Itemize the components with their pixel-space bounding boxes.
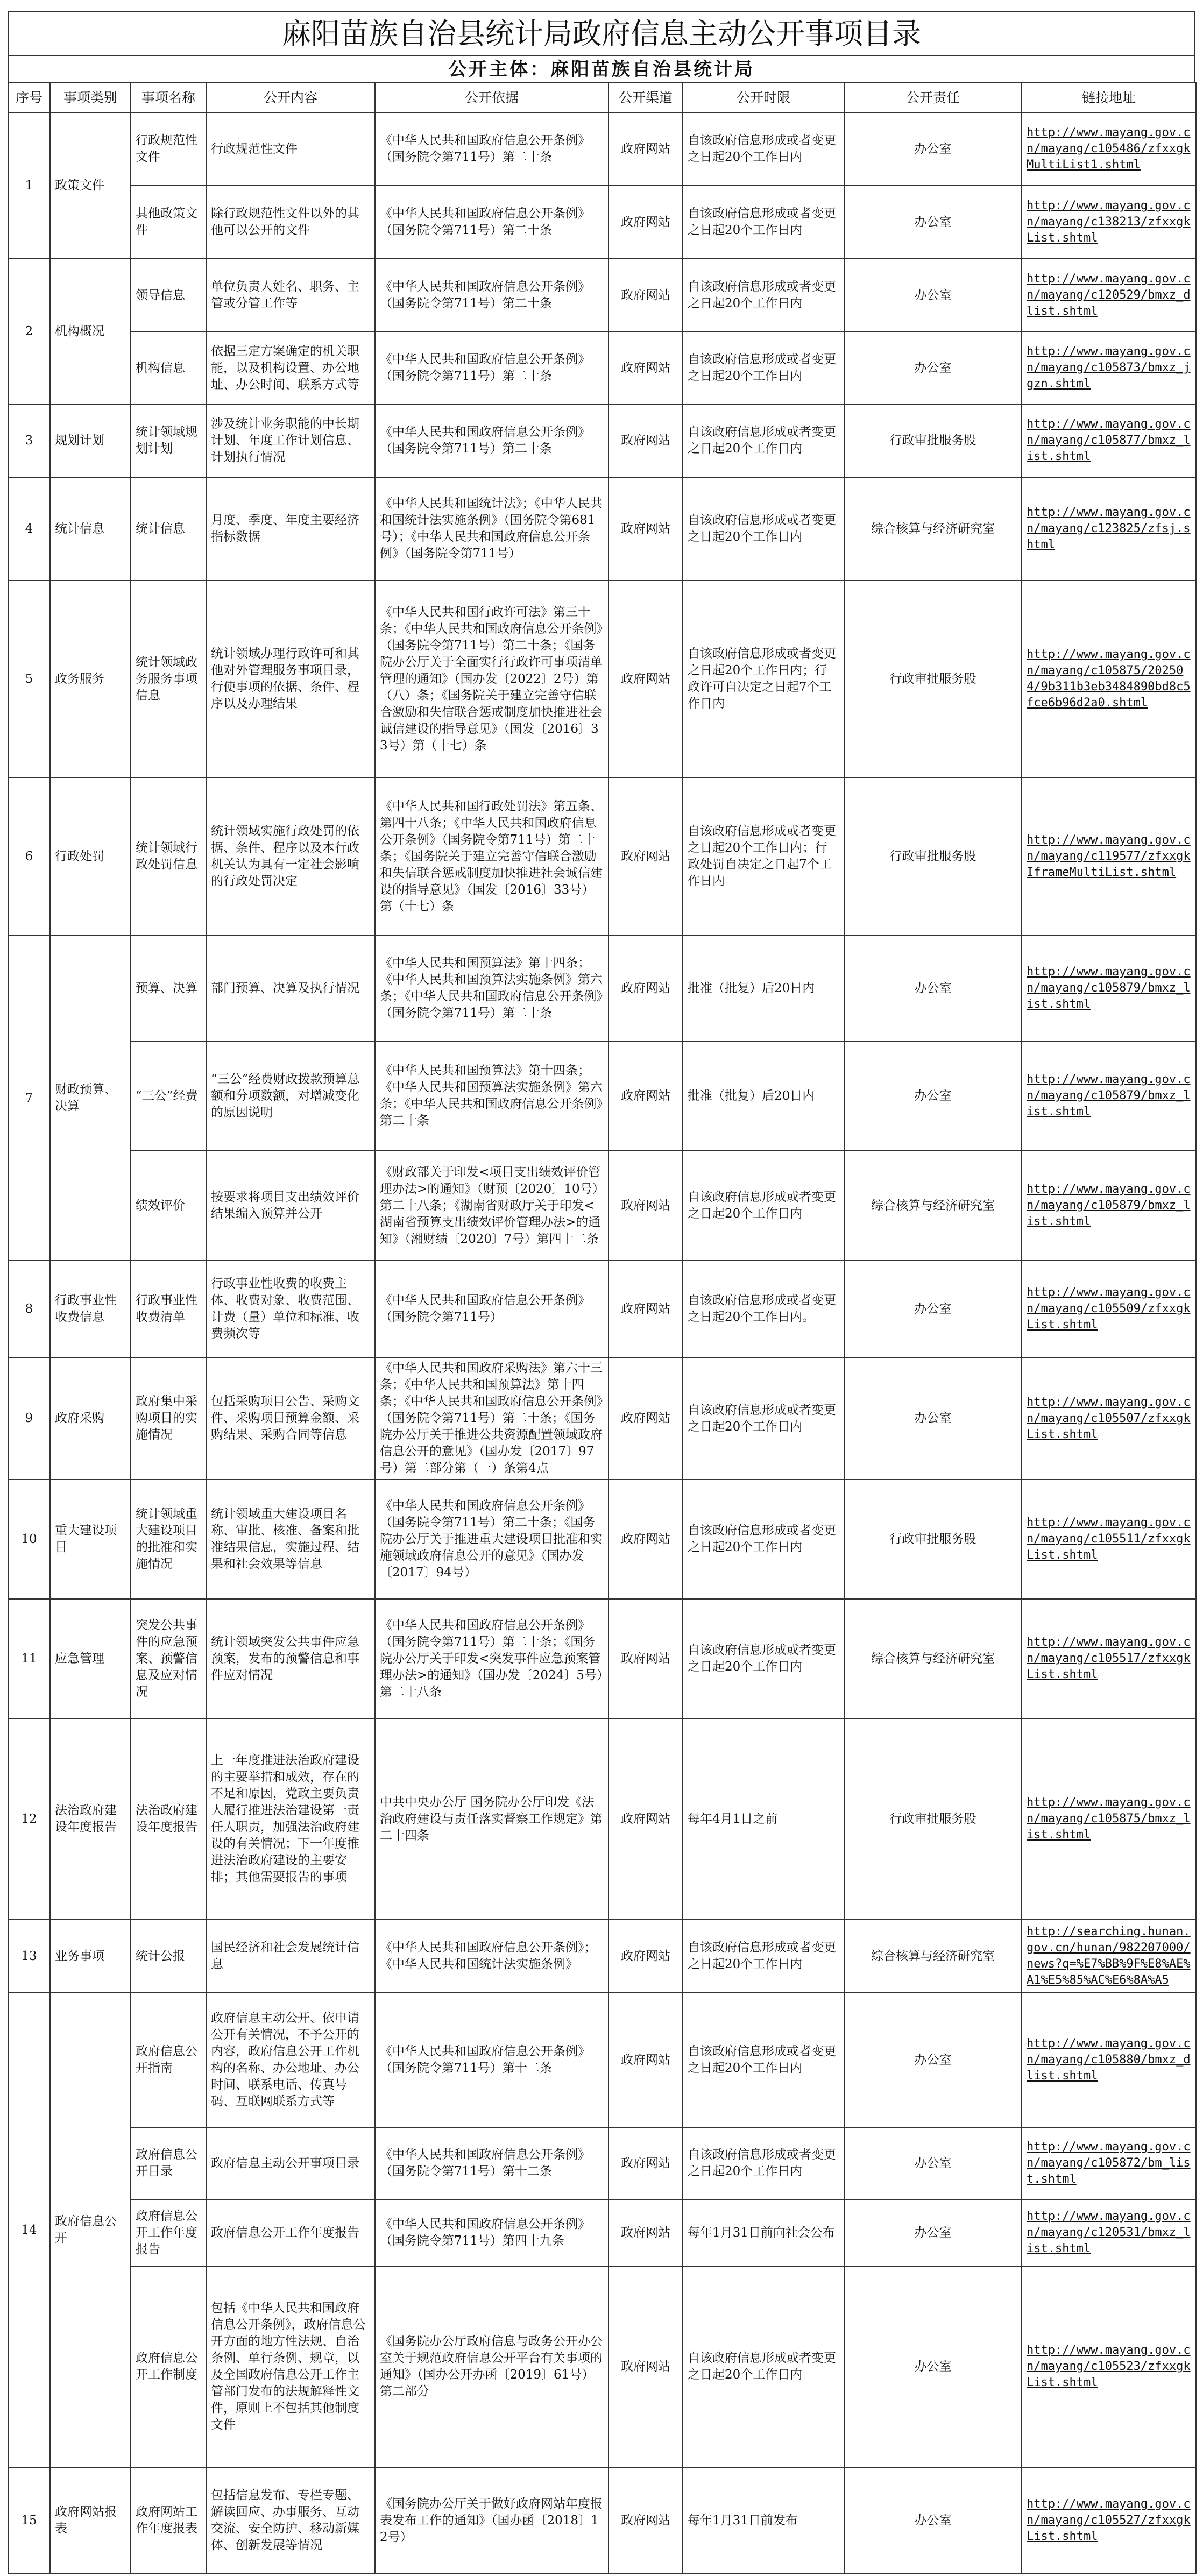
content-cell: 统计领域实施行政处罚的依据、条件、程序以及本行政机关认为具有一定社会影响的行政处罚决定	[206, 777, 375, 936]
seq-cell: 9	[8, 1357, 50, 1480]
link-cell[interactable]: http://www.mayang.gov.cn/mayang/c105517/zfxxgkList.shtml	[1022, 1599, 1196, 1718]
seq-cell: 2	[8, 259, 50, 404]
basis-cell: 《中华人民共和国预算法》第十四条；《中华人民共和国预算法实施条例》第六条；《中华人民共和国政府信息公开条例》第二十条	[375, 1041, 608, 1151]
channel-cell: 政府网站	[608, 404, 683, 477]
link-cell[interactable]: http://www.mayang.gov.cn/mayang/c105879/bmxz_list.shtml	[1022, 1151, 1196, 1261]
responsibility-cell: 行政审批服务股	[844, 581, 1022, 777]
channel-cell: 政府网站	[608, 2266, 683, 2467]
link-cell[interactable]: http://searching.hunan.gov.cn/hunan/982207000/news?q=%E7%BB%9F%E8%AE%A1%E5%85%AC%E6%8A%A5	[1022, 1920, 1196, 1993]
channel-cell: 政府网站	[608, 1357, 683, 1480]
header-responsibility: 公开责任	[844, 82, 1022, 112]
item-name-cell: 政府信息公开指南	[131, 1993, 206, 2127]
timeline-cell: 自该政府信息形成或者变更之日起20个工作日内	[683, 477, 844, 581]
table-row	[8, 2127, 1196, 2199]
responsibility-cell: 办公室	[844, 1261, 1022, 1357]
content-cell: 包括信息发布、专栏专题、解读回应、办事服务、互动交流、安全防护、移动新媒体、创新发展等情况	[206, 2467, 375, 2574]
channel-cell: 政府网站	[608, 581, 683, 777]
channel-cell: 政府网站	[608, 1151, 683, 1261]
basis-cell: 《中华人民共和国政府采购法》第六十三条；《中华人民共和国预算法》第十四条；《中华人民共和国政府信息公开条例》（国务院令第711号）第二十条；《国务院办公厅关于推进公共资源配置领域政府信息公开的意见》（国办发〔2017〕97号）第二部分第（一）条第4点	[375, 1357, 608, 1480]
link-cell[interactable]: http://www.mayang.gov.cn/mayang/c138213/zfxxgkList.shtml	[1022, 186, 1196, 259]
basis-cell: 《中华人民共和国政府信息公开条例》（国务院令第711号）	[375, 1261, 608, 1357]
responsibility-cell: 行政审批服务股	[844, 1480, 1022, 1599]
content-cell: 政府信息主动公开事项目录	[206, 2127, 375, 2199]
channel-cell: 政府网站	[608, 332, 683, 404]
table-row	[8, 332, 1196, 404]
seq-cell: 15	[8, 2467, 50, 2574]
header-category: 事项类别	[50, 82, 131, 112]
responsibility-cell: 办公室	[844, 332, 1022, 404]
category-cell: 法治政府建设年度报告	[50, 1718, 131, 1920]
basis-cell: 《中华人民共和国行政处罚法》第五条、第四十八条；《中华人民共和国政府信息公开条例》（国务院令第711号）第二十条；《国务院关于建立完善守信联合激励和失信联合惩戒制度加快推进社会诚信建设的指导意见》（国发〔2016〕33号）第（十七）条	[375, 777, 608, 936]
responsibility-cell: 综合核算与经济研究室	[844, 477, 1022, 581]
link-cell[interactable]: http://www.mayang.gov.cn/mayang/c105875/202504/9b311b3eb3484890bd8c5fce6b96d2a0.shtml	[1022, 581, 1196, 777]
content-cell: 行政事业性收费的收费主体、收费对象、收费范围、计费（量）单位和标准、收费频次等	[206, 1261, 375, 1357]
content-cell: 部门预算、决算及执行情况	[206, 936, 375, 1041]
item-name-cell: 政府信息公开工作年度报告	[131, 2199, 206, 2266]
responsibility-cell: 办公室	[844, 186, 1022, 259]
timeline-cell: 自该政府信息形成或者变更之日起20个工作日内	[683, 404, 844, 477]
responsibility-cell: 办公室	[844, 2199, 1022, 2266]
table-row	[8, 2199, 1196, 2266]
item-name-cell: 政府信息公开工作制度	[131, 2266, 206, 2467]
header-timeline: 公开时限	[683, 82, 844, 112]
content-cell: “三公”经费财政拨款预算总额和分项数额，对增减变化的原因说明	[206, 1041, 375, 1151]
table-row	[8, 1357, 1196, 1480]
timeline-cell: 自该政府信息形成或者变更之日起20个工作日内	[683, 1599, 844, 1718]
header-item-name: 事项名称	[131, 82, 206, 112]
page	[8, 11, 1195, 2574]
item-name-cell: 统计信息	[131, 477, 206, 581]
responsibility-cell: 办公室	[844, 2467, 1022, 2574]
table-row	[8, 2266, 1196, 2467]
content-cell: 政府信息公开工作年度报告	[206, 2199, 375, 2266]
channel-cell: 政府网站	[608, 1718, 683, 1920]
header-row	[8, 82, 1196, 112]
link-cell[interactable]: http://www.mayang.gov.cn/mayang/c105523/zfxxgkList.shtml	[1022, 2266, 1196, 2467]
document-title: 麻阳苗族自治县统计局政府信息主动公开事项目录	[8, 11, 1195, 55]
link-cell[interactable]: http://www.mayang.gov.cn/mayang/c120531/bmxz_list.shtml	[1022, 2199, 1196, 2266]
seq-cell: 10	[8, 1480, 50, 1599]
content-cell: 单位负责人姓名、职务、主管或分管工作等	[206, 259, 375, 332]
category-cell: 财政预算、决算	[50, 936, 131, 1261]
table-row	[8, 936, 1196, 1041]
channel-cell: 政府网站	[608, 1480, 683, 1599]
item-name-cell: 其他政策文件	[131, 186, 206, 259]
link-cell[interactable]: http://www.mayang.gov.cn/mayang/c105509/zfxxgkList.shtml	[1022, 1261, 1196, 1357]
content-cell: 行政规范性文件	[206, 112, 375, 186]
item-name-cell: 统计领域政务服务事项信息	[131, 581, 206, 777]
basis-cell: 《中华人民共和国统计法》；《中华人民共和国统计法实施条例》（国务院令第681号）；《中华人民共和国政府信息公开条例》（国务院令第711号）	[375, 477, 608, 581]
item-name-cell: 行政事业性收费清单	[131, 1261, 206, 1357]
content-cell: 政府信息主动公开、依申请公开有关情况，不予公开的内容，政府信息公开工作机构的名称、办公地址、办公时间、联系电话、传真号码、互联网联系方式等	[206, 1993, 375, 2127]
item-name-cell: 统计领域行政处罚信息	[131, 777, 206, 936]
link-cell[interactable]: http://www.mayang.gov.cn/mayang/c105486/zfxxgkMultiList1.shtml	[1022, 112, 1196, 186]
basis-cell: 《中华人民共和国政府信息公开条例》（国务院令第711号）第二十条	[375, 404, 608, 477]
responsibility-cell: 办公室	[844, 259, 1022, 332]
content-cell: 包括《中华人民共和国政府信息公开条例》，政府信息公开方面的地方性法规、自治条例、单行条例、规章，以及全国政府信息公开工作主管部门发布的法规解释性文件，原则上不包括其他制度文件	[206, 2266, 375, 2467]
basis-cell: 《中华人民共和国政府信息公开条例》（国务院令第711号）第十二条	[375, 1993, 608, 2127]
basis-cell: 《国务院办公厅政府信息与政务公开办公室关于规范政府信息公开平台有关事项的通知》（国办公开办函〔2019〕61号）第二部分	[375, 2266, 608, 2467]
responsibility-cell: 综合核算与经济研究室	[844, 1920, 1022, 1993]
responsibility-cell: 办公室	[844, 112, 1022, 186]
timeline-cell: 自该政府信息形成或者变更之日起20个工作日内	[683, 1151, 844, 1261]
basis-cell: 《中华人民共和国行政许可法》第三十条；《中华人民共和国政府信息公开条例》（国务院令第711号）第二十条；《国务院办公厅关于全面实行行政许可事项清单管理的通知》（国办发〔2022〕2号）第（八）条；《国务院关于建立完善守信联合激励和失信联合惩戒制度加快推进社会诚信建设的指导意见》（国发〔2016〕33号）第（十七）条	[375, 581, 608, 777]
basis-cell: 《中华人民共和国政府信息公开条例》（国务院令第711号）第十二条	[375, 2127, 608, 2199]
link-cell[interactable]: http://www.mayang.gov.cn/mayang/c105879/bmxz_list.shtml	[1022, 936, 1196, 1041]
timeline-cell: 自该政府信息形成或者变更之日起20个工作日内	[683, 332, 844, 404]
basis-cell: 《中华人民共和国政府信息公开条例》（国务院令第711号）第二十条	[375, 186, 608, 259]
content-cell: 除行政规范性文件以外的其他可以公开的文件	[206, 186, 375, 259]
item-name-cell: 行政规范性文件	[131, 112, 206, 186]
item-name-cell: 法治政府建设年度报告	[131, 1718, 206, 1920]
basis-cell: 《中华人民共和国政府信息公开条例》；《中华人民共和国统计法实施条例》	[375, 1920, 608, 1993]
timeline-cell: 自该政府信息形成或者变更之日起20个工作日内；行政许可自决定之日起7个工作日内	[683, 581, 844, 777]
category-cell: 机构概况	[50, 259, 131, 404]
document-subtitle: 公开主体：麻阳苗族自治县统计局	[8, 55, 1195, 82]
item-name-cell: 机构信息	[131, 332, 206, 404]
timeline-cell: 每年1月31日前发布	[683, 2467, 844, 2574]
table-row	[8, 404, 1196, 477]
link-cell[interactable]: http://www.mayang.gov.cn/mayang/c105873/bmxz_jgzn.shtml	[1022, 332, 1196, 404]
timeline-cell: 批准（批复）后20日内	[683, 936, 844, 1041]
channel-cell: 政府网站	[608, 2467, 683, 2574]
timeline-cell: 自该政府信息形成或者变更之日起20个工作日内。	[683, 1261, 844, 1357]
basis-cell: 中共中央办公厅 国务院办公厅印发《法治政府建设与责任落实督察工作规定》第二十四条	[375, 1718, 608, 1920]
timeline-cell: 自该政府信息形成或者变更之日起20个工作日内	[683, 112, 844, 186]
table-row	[8, 1718, 1196, 1920]
timeline-cell: 自该政府信息形成或者变更之日起20个工作日内	[683, 2127, 844, 2199]
channel-cell: 政府网站	[608, 1041, 683, 1151]
catalog-table	[8, 82, 1197, 2574]
table-row	[8, 581, 1196, 777]
category-cell: 行政处罚	[50, 777, 131, 936]
content-cell: 统计领域办理行政许可和其他对外管理服务事项目录，行使事项的依据、条件、程序以及办理结果	[206, 581, 375, 777]
link-cell[interactable]: http://www.mayang.gov.cn/mayang/c105527/zfxxgkList.shtml	[1022, 2467, 1196, 2574]
timeline-cell: 自该政府信息形成或者变更之日起20个工作日内；行政处罚自决定之日起7个工作日内	[683, 777, 844, 936]
channel-cell: 政府网站	[608, 186, 683, 259]
link-cell[interactable]: http://www.mayang.gov.cn/mayang/c120529/bmxz_dlist.shtml	[1022, 259, 1196, 332]
responsibility-cell: 行政审批服务股	[844, 404, 1022, 477]
basis-cell: 《中华人民共和国政府信息公开条例》（国务院令第711号）第二十条	[375, 259, 608, 332]
header-content: 公开内容	[206, 82, 375, 112]
table-row	[8, 1599, 1196, 1718]
item-name-cell: 政府网站工作年度报表	[131, 2467, 206, 2574]
content-cell: 涉及统计业务职能的中长期计划、年度工作计划信息、计划执行情况	[206, 404, 375, 477]
item-name-cell: 绩效评价	[131, 1151, 206, 1261]
table-row	[8, 2467, 1196, 2574]
table-body	[8, 112, 1196, 2574]
channel-cell: 政府网站	[608, 777, 683, 936]
category-cell: 规划计划	[50, 404, 131, 477]
channel-cell: 政府网站	[608, 2199, 683, 2266]
responsibility-cell: 办公室	[844, 936, 1022, 1041]
timeline-cell: 自该政府信息形成或者变更之日起20个工作日内	[683, 2266, 844, 2467]
responsibility-cell: 行政审批服务股	[844, 1718, 1022, 1920]
seq-cell: 7	[8, 936, 50, 1261]
responsibility-cell: 行政审批服务股	[844, 777, 1022, 936]
timeline-cell: 批准（批复）后20日内	[683, 1041, 844, 1151]
header-seq: 序号	[8, 82, 50, 112]
table-row	[8, 1261, 1196, 1357]
item-name-cell: 统计领域规划计划	[131, 404, 206, 477]
table-row	[8, 259, 1196, 332]
basis-cell: 《中华人民共和国政府信息公开条例》（国务院令第711号）第四十九条	[375, 2199, 608, 2266]
responsibility-cell: 办公室	[844, 1041, 1022, 1151]
link-cell[interactable]: http://www.mayang.gov.cn/mayang/c105507/zfxxgkList.shtml	[1022, 1357, 1196, 1480]
seq-cell: 8	[8, 1261, 50, 1357]
link-cell[interactable]: http://www.mayang.gov.cn/mayang/c105880/bmxz_dlist.shtml	[1022, 1993, 1196, 2127]
table-row	[8, 1480, 1196, 1599]
responsibility-cell: 综合核算与经济研究室	[844, 1599, 1022, 1718]
category-cell: 重大建设项目	[50, 1480, 131, 1599]
basis-cell: 《中华人民共和国预算法》第十四条；《中华人民共和国预算法实施条例》第六条；《中华人民共和国政府信息公开条例》（国务院令第711号）第二十条	[375, 936, 608, 1041]
seq-cell: 11	[8, 1599, 50, 1718]
link-cell[interactable]: http://www.mayang.gov.cn/mayang/c105877/bmxz_list.shtml	[1022, 404, 1196, 477]
basis-cell: 《中华人民共和国政府信息公开条例》（国务院令第711号）第二十条	[375, 332, 608, 404]
content-cell: 包括采购项目公告、采购文件、采购项目预算金额、采购结果、采购合同等信息	[206, 1357, 375, 1480]
content-cell: 按要求将项目支出绩效评价结果编入预算并公开	[206, 1151, 375, 1261]
item-name-cell: 政府信息公开目录	[131, 2127, 206, 2199]
timeline-cell: 自该政府信息形成或者变更之日起20个工作日内	[683, 186, 844, 259]
basis-cell: 《财政部关于印发<项目支出绩效评价管理办法>的通知》（财预〔2020〕10号）第二十八条；《湖南省财政厅关于印发<湖南省预算支出绩效评价管理办法>的通知》（湘财绩〔2020〕7号）第四十二条	[375, 1151, 608, 1261]
item-name-cell: 预算、决算	[131, 936, 206, 1041]
table-row	[8, 1920, 1196, 1993]
table-row	[8, 1041, 1196, 1151]
link-cell[interactable]: http://www.mayang.gov.cn/mayang/c105875/bmxz_list.shtml	[1022, 1718, 1196, 1920]
header-basis: 公开依据	[375, 82, 608, 112]
seq-cell: 5	[8, 581, 50, 777]
timeline-cell: 自该政府信息形成或者变更之日起20个工作日内	[683, 1993, 844, 2127]
category-cell: 政府信息公开	[50, 1993, 131, 2467]
channel-cell: 政府网站	[608, 112, 683, 186]
table-row	[8, 1151, 1196, 1261]
channel-cell: 政府网站	[608, 1920, 683, 1993]
content-cell: 月度、季度、年度主要经济指标数据	[206, 477, 375, 581]
item-name-cell: “三公”经费	[131, 1041, 206, 1151]
responsibility-cell: 办公室	[844, 1993, 1022, 2127]
content-cell: 上一年度推进法治政府建设的主要举措和成效，存在的不足和原因，党政主要负责人履行推进法治建设第一责任人职责，加强法治政府建设的有关情况；下一年度推进法治政府建设的主要安排；其他需要报告的事项	[206, 1718, 375, 1920]
item-name-cell: 政府集中采购项目的实施情况	[131, 1357, 206, 1480]
content-cell: 统计领域突发公共事件应急预案，发布的预警信息和事件应对情况	[206, 1599, 375, 1718]
item-name-cell: 统计领域重大建设项目的批准和实施情况	[131, 1480, 206, 1599]
timeline-cell: 自该政府信息形成或者变更之日起20个工作日内	[683, 1480, 844, 1599]
responsibility-cell: 办公室	[844, 2127, 1022, 2199]
basis-cell: 《中华人民共和国政府信息公开条例》（国务院令第711号）第二十条；《国务院办公厅关于印发<突发事件应急预案管理办法>的通知》（国办发〔2024〕5号）第二十八条	[375, 1599, 608, 1718]
timeline-cell: 自该政府信息形成或者变更之日起20个工作日内	[683, 1357, 844, 1480]
responsibility-cell: 办公室	[844, 2266, 1022, 2467]
table-row	[8, 1993, 1196, 2127]
content-cell: 统计领域重大建设项目名称、审批、核准、备案和批准结果信息，实施过程、结果和社会效果等信息	[206, 1480, 375, 1599]
basis-cell: 《中华人民共和国政府信息公开条例》（国务院令第711号）第二十条	[375, 112, 608, 186]
table-row	[8, 186, 1196, 259]
category-cell: 政策文件	[50, 112, 131, 259]
link-cell[interactable]: http://www.mayang.gov.cn/mayang/c105879/bmxz_list.shtml	[1022, 1041, 1196, 1151]
link-cell[interactable]: http://www.mayang.gov.cn/mayang/c105872/bm_list.shtml	[1022, 2127, 1196, 2199]
seq-cell: 13	[8, 1920, 50, 1993]
responsibility-cell: 办公室	[844, 1357, 1022, 1480]
seq-cell: 4	[8, 477, 50, 581]
category-cell: 政务服务	[50, 581, 131, 777]
category-cell: 应急管理	[50, 1599, 131, 1718]
seq-cell: 6	[8, 777, 50, 936]
content-cell: 国民经济和社会发展统计信息	[206, 1920, 375, 1993]
timeline-cell: 每年4月1日之前	[683, 1718, 844, 1920]
category-cell: 统计信息	[50, 477, 131, 581]
content-cell: 依据三定方案确定的机关职能，以及机构设置、办公地址、办公时间、联系方式等	[206, 332, 375, 404]
seq-cell: 1	[8, 112, 50, 259]
table-row	[8, 477, 1196, 581]
channel-cell: 政府网站	[608, 477, 683, 581]
category-cell: 政府采购	[50, 1357, 131, 1480]
category-cell: 行政事业性收费信息	[50, 1261, 131, 1357]
responsibility-cell: 综合核算与经济研究室	[844, 1151, 1022, 1261]
basis-cell: 《中华人民共和国政府信息公开条例》（国务院令第711号）第二十条；《国务院办公厅关于推进重大建设项目批准和实施领域政府信息公开的意见》（国办发〔2017〕94号）	[375, 1480, 608, 1599]
header-channel: 公开渠道	[608, 82, 683, 112]
link-cell[interactable]: http://www.mayang.gov.cn/mayang/c123825/zfsj.shtml	[1022, 477, 1196, 581]
timeline-cell: 自该政府信息形成或者变更之日起20个工作日内	[683, 259, 844, 332]
channel-cell: 政府网站	[608, 259, 683, 332]
item-name-cell: 领导信息	[131, 259, 206, 332]
basis-cell: 《国务院办公厅关于做好政府网站年度报表发布工作的通知》（国办函〔2018〕12号）	[375, 2467, 608, 2574]
timeline-cell: 自该政府信息形成或者变更之日起20个工作日内	[683, 1920, 844, 1993]
category-cell: 业务事项	[50, 1920, 131, 1993]
channel-cell: 政府网站	[608, 936, 683, 1041]
category-cell: 政府网站报表	[50, 2467, 131, 2574]
item-name-cell: 统计公报	[131, 1920, 206, 1993]
channel-cell: 政府网站	[608, 2127, 683, 2199]
link-cell[interactable]: http://www.mayang.gov.cn/mayang/c119577/zfxxgkIframeMultiList.shtml	[1022, 777, 1196, 936]
seq-cell: 12	[8, 1718, 50, 1920]
item-name-cell: 突发公共事件的应急预案、预警信息及应对情况	[131, 1599, 206, 1718]
seq-cell: 14	[8, 1993, 50, 2467]
channel-cell: 政府网站	[608, 1261, 683, 1357]
link-cell[interactable]: http://www.mayang.gov.cn/mayang/c105511/zfxxgkList.shtml	[1022, 1480, 1196, 1599]
timeline-cell: 每年1月31日前向社会公布	[683, 2199, 844, 2266]
table-row	[8, 777, 1196, 936]
channel-cell: 政府网站	[608, 1599, 683, 1718]
header-link: 链接地址	[1022, 82, 1196, 112]
seq-cell: 3	[8, 404, 50, 477]
table-row	[8, 112, 1196, 186]
channel-cell: 政府网站	[608, 1993, 683, 2127]
